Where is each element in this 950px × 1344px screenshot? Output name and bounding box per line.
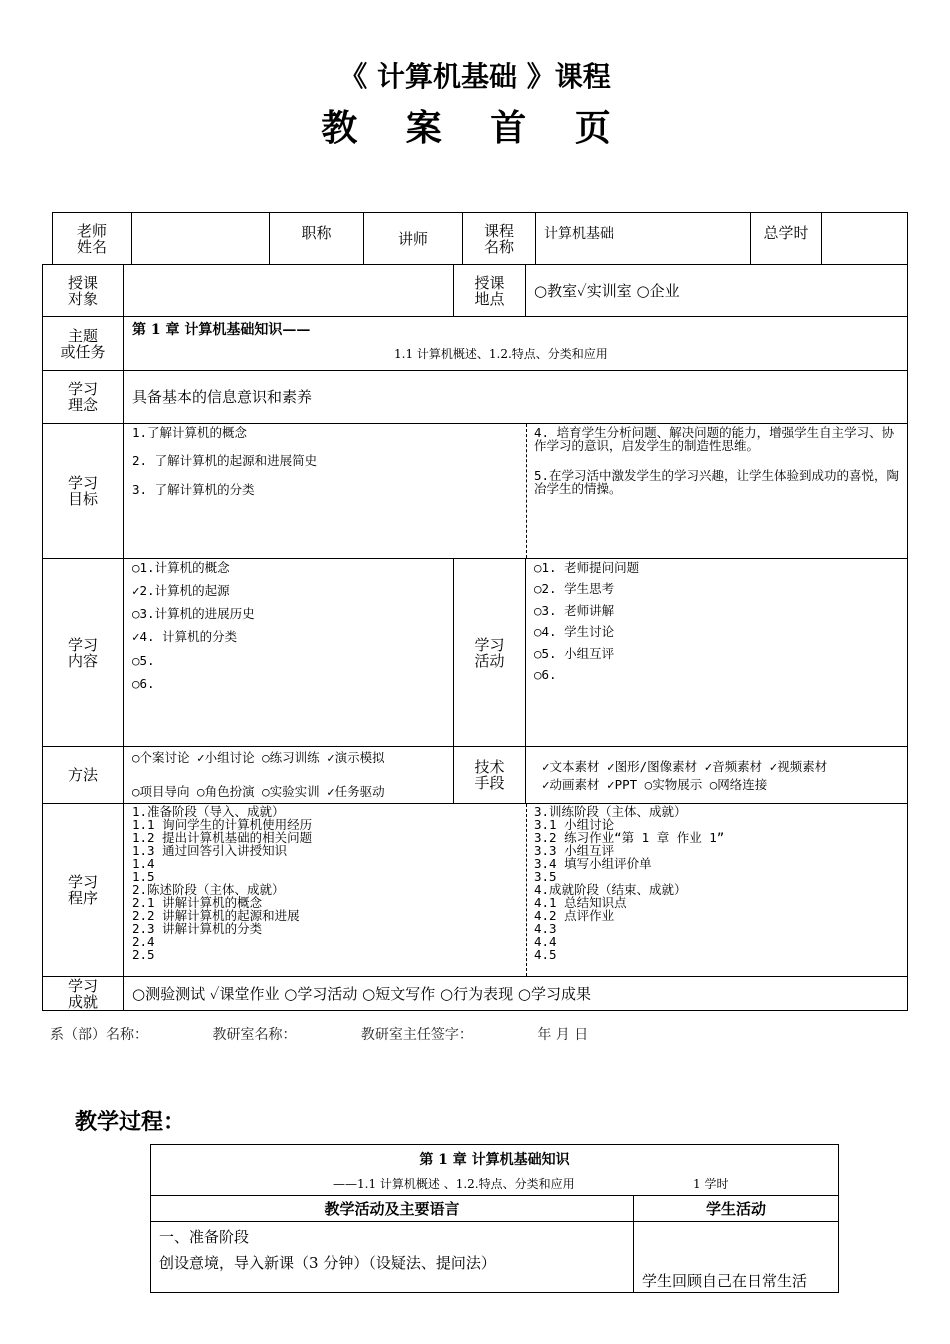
teacher-label: 老师 姓名 [52, 212, 132, 265]
content-label: 学习 内容 [42, 558, 124, 747]
tech-label: 技术 手段 [453, 746, 526, 804]
procedure-step: 4.3 [534, 921, 557, 936]
procedure-step: 2.3 讲解计算机的分类 [132, 921, 263, 936]
procedure-step: 2.1 讲解计算机的概念 [132, 895, 263, 910]
goal-4: 4. 培育学生分析问题、解决问题的能力，增强学生自主学习、协作学习的意识，启发学生的制造性思维。 [534, 425, 895, 453]
process-hours: 1 学时 [693, 1177, 729, 1191]
audience-label: 授课 对象 [42, 264, 124, 317]
procedure-step: 4.成就阶段（结束、成就） [534, 882, 687, 897]
process-student-cell [633, 1221, 839, 1293]
goal-2: 2. 了解计算机的起源和进展简史 [132, 453, 318, 468]
procedure-step: 4.5 [534, 947, 557, 962]
result-value: ○测验测试 ✓课堂作业 ○学习活动 ○短文写作 ○行为表现 ○学习成果 [123, 976, 908, 1011]
procedure-step: 3.1 小组讨论 [534, 817, 615, 832]
tech-line1: ✓文本素材 ✓图形/图像素材 ✓音频素材 ✓视频素材 [542, 759, 828, 774]
course-value: 计算机基础 [535, 212, 751, 265]
hours-label: 总学时 [750, 212, 822, 265]
procedure-step: 3.训练阶段（主体、成就） [534, 804, 687, 819]
process-col1-header: 教学活动及主要语言 [150, 1195, 634, 1222]
process-col2-header: 学生活动 [633, 1195, 839, 1222]
procedure-step: 3.4 填写小组评价单 [534, 856, 652, 871]
procedure-step: 1.准备阶段（导入、成就） [132, 804, 285, 819]
procedure-step: 1.5 [132, 869, 155, 884]
topic-line1: 第 1 章 计算机基础知识—— [132, 322, 311, 338]
content-cell [123, 558, 454, 747]
audience-value[interactable] [123, 264, 454, 317]
content-item: ✓2.计算机的起源 [132, 583, 230, 598]
procedure-label: 学习 程序 [42, 803, 124, 977]
content-item: ○6. [132, 676, 155, 691]
goals-label: 学习 目标 [42, 423, 124, 559]
concept-label: 学习 理念 [42, 370, 124, 424]
goals-divider [526, 424, 527, 558]
place-value: ○教室✓实训室 ○企业 [525, 264, 908, 317]
goal-5: 5.在学习活中激发学生的学习兴趣，让学生体验到成功的喜悦，陶冶学生的情操。 [534, 468, 900, 496]
activity-item: ○1. 老师提问问题 [534, 560, 640, 575]
footer-date: 年 月 日 [537, 1027, 589, 1043]
procedure-right [534, 805, 724, 961]
footer [50, 1024, 648, 1044]
procedure-divider [526, 804, 527, 976]
method-line2: ○项目导向 ○角色扮演 ○实验实训 ✓任务驱动 [132, 784, 385, 799]
topic-label: 主题 或任务 [42, 316, 124, 371]
method-cell [123, 746, 454, 804]
activity-item: ○5. 小组互评 [534, 646, 615, 661]
tech-cell [525, 746, 908, 804]
process-stage: 一、准备阶段 [159, 1228, 250, 1246]
teacher-value[interactable] [131, 212, 270, 265]
footer-dept: 系（部）名称： [50, 1027, 148, 1043]
procedure-step: 2.4 [132, 934, 155, 949]
procedure-step: 2.2 讲解计算机的起源和进展 [132, 908, 300, 923]
method-label: 方法 [42, 746, 124, 804]
procedure-step: 4.1 总结知识点 [534, 895, 627, 910]
process-chapter: 第 1 章 计算机基础知识 [419, 1152, 570, 1168]
tech-line2: ✓动画素材 ✓PPT ○实物展示 ○网络连接 [542, 777, 768, 792]
goal-3: 3. 了解计算机的分类 [132, 482, 255, 497]
procedure-step: 2.5 [132, 947, 155, 962]
procedure-step: 3.2 练习作业“第 1 章 作业 1” [534, 830, 725, 845]
footer-office: 教研室名称： [212, 1027, 297, 1043]
footer-sign: 教研室主任签字： [360, 1027, 473, 1043]
rank-value: 讲师 [363, 212, 463, 265]
procedure-cell [123, 803, 908, 977]
content-item: ○5. [132, 653, 155, 668]
activity-item: ○4. 学生讨论 [534, 624, 615, 639]
procedure-step: 3.5 [534, 869, 557, 884]
process-sub: ——1.1 计算机概述 、1.2.特点、分类和应用 [333, 1177, 575, 1191]
process-body-cell [150, 1221, 634, 1293]
rank-label: 职称 [269, 212, 364, 265]
topic-cell [123, 316, 908, 371]
process-intro: 创设意境，导入新课（3 分钟）（设疑法、提问法） [159, 1254, 496, 1272]
activity-item: ○3. 老师讲解 [534, 603, 615, 618]
content-item: ✓4. 计算机的分类 [132, 629, 238, 644]
activity-label: 学习 活动 [453, 558, 526, 747]
topic-line2: 1.1 计算机概述、1.2.特点、分类和应用 [394, 347, 608, 361]
goals-cell [123, 423, 908, 559]
process-student: 学生回顾自己在日常生活 [642, 1272, 808, 1290]
content-item: ○3.计算机的进展历史 [132, 606, 255, 621]
procedure-left [132, 805, 312, 961]
procedure-step: 1.1 询问学生的计算机使用经历 [132, 817, 313, 832]
procedure-step: 1.3 通过回答引入讲授知识 [132, 843, 288, 858]
procedure-step: 4.2 点评作业 [534, 908, 615, 923]
activity-cell [525, 558, 908, 747]
concept-value: 具备基本的信息意识和素养 [123, 370, 908, 424]
hours-value[interactable] [821, 212, 908, 265]
procedure-step: 1.4 [132, 856, 155, 871]
process-chapter-cell [150, 1144, 839, 1196]
activity-item: ○6. [534, 667, 557, 682]
result-label: 学习 成就 [42, 976, 124, 1011]
goal-1: 1.了解计算机的概念 [132, 425, 248, 440]
page-title: 教 案 首 页 [321, 108, 629, 149]
course-title: 《 计算机基础 》课程 [339, 60, 611, 93]
process-heading: 教学过程： [75, 1110, 186, 1135]
method-line1: ○个案讨论 ✓小组讨论 ○练习训练 ✓演示模拟 [132, 750, 385, 765]
procedure-step: 1.2 提出计算机基础的相关问题 [132, 830, 313, 845]
place-label: 授课 地点 [453, 264, 526, 317]
content-item: ○1.计算机的概念 [132, 560, 230, 575]
procedure-step: 4.4 [534, 934, 557, 949]
procedure-step: 3.3 小组互评 [534, 843, 615, 858]
course-label: 课程 名称 [462, 212, 536, 265]
procedure-step: 2.陈述阶段（主体、成就） [132, 882, 285, 897]
activity-item: ○2. 学生思考 [534, 581, 615, 596]
